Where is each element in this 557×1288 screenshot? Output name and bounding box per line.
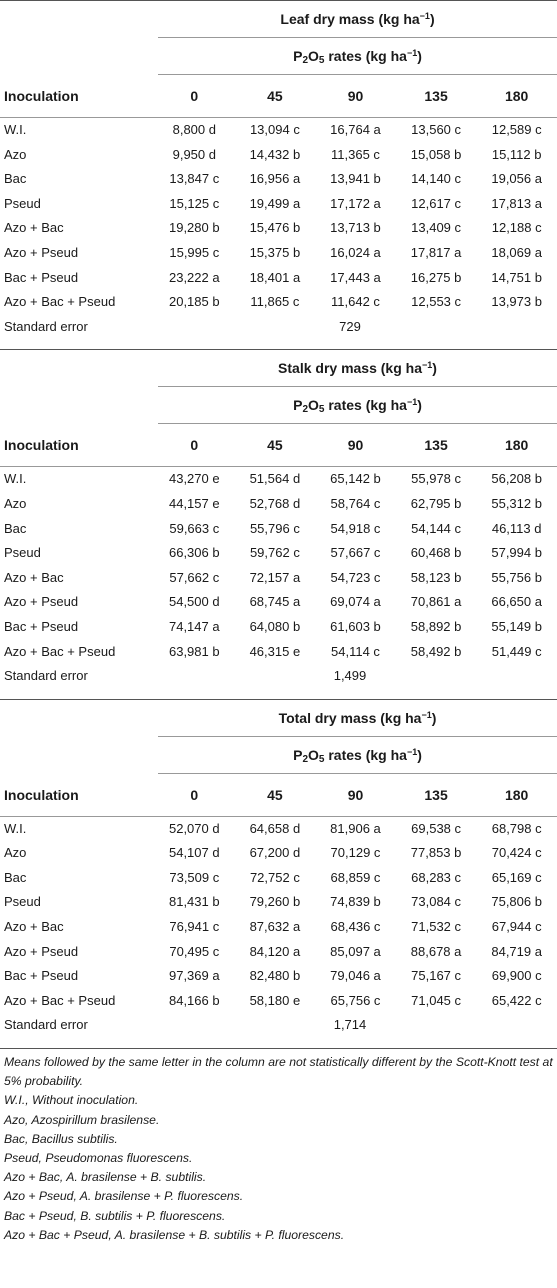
row-label: Azo + Bac: [4, 919, 64, 935]
table-row: [0, 866, 557, 891]
inoculation-header: Inoculation: [4, 88, 79, 104]
column-header: 90: [347, 786, 364, 803]
table-row: [0, 590, 557, 615]
table-cell: 18,069 a: [491, 244, 542, 260]
column-header: 180: [504, 786, 529, 803]
section-title: Stalk dry mass (kg $ha^{-1}$): [158, 350, 557, 387]
table-cell: 19,499 a: [249, 195, 301, 211]
row-label: Azo + Bac + Pseud: [4, 992, 116, 1008]
standard-error-value: 1,499: [333, 668, 367, 684]
row-label: Pseud: [4, 195, 41, 211]
row-label: Azo + Bac + Pseud: [4, 294, 116, 310]
table-cell: 19,280 b: [168, 220, 220, 236]
table-cell: 72,157 a: [249, 569, 301, 585]
column-header: 45: [267, 88, 283, 104]
table-row: [0, 167, 557, 192]
column-header: 0: [190, 88, 199, 104]
table-cell: 97,369 a: [168, 968, 220, 984]
table-cell: 54,918 c: [330, 520, 381, 536]
row-label: Bac: [4, 171, 27, 187]
row-label: Bac + Pseud: [4, 618, 79, 634]
table-cell: 12,553 c: [411, 294, 462, 310]
table-cell: 13,409 c: [411, 220, 462, 236]
table-cell: 68,283 c: [411, 869, 462, 885]
column-header: 0: [190, 786, 199, 803]
column-header: 135: [424, 88, 448, 104]
table-cell: 84,719 a: [491, 943, 542, 959]
table-cell: 23,222 a: [168, 269, 220, 285]
column-header: 180: [504, 437, 529, 454]
table-cell: 67,200 d: [249, 845, 301, 861]
row-label: Azo: [4, 146, 27, 162]
table-cell: 54,107 d: [168, 845, 220, 861]
table-cell: 55,312 b: [491, 495, 542, 511]
table-cell: 15,112 b: [491, 146, 542, 162]
section-divider: [0, 689, 557, 700]
table-cell: 17,172 a: [330, 195, 381, 211]
row-label: Bac + Pseud: [4, 968, 79, 984]
standard-error-label: Standard error: [4, 668, 88, 684]
table-cell: 55,149 b: [491, 618, 542, 634]
table-cell: 65,169 c: [491, 869, 542, 885]
table-cell: 13,973 b: [491, 294, 542, 310]
table-cell: 81,906 a: [330, 820, 381, 836]
table-cell: 12,617 c: [411, 195, 462, 211]
p2o5-rates-header: $P_2O_5$ rates (kg $ha^{-1}$): [158, 387, 557, 424]
table-cell: 15,375 b: [249, 244, 301, 260]
p2o5-rates-header: $P_2O_5$ rates (kg $ha^{-1}$): [158, 737, 557, 774]
table-cell: 88,678 a: [410, 943, 462, 959]
table-cell: 75,167 c: [411, 968, 462, 984]
column-header: 0: [190, 437, 199, 454]
table-row: [0, 517, 557, 542]
table-cell: 70,424 c: [491, 845, 542, 861]
table-cell: 69,538 c: [411, 820, 462, 836]
table-cell: 79,260 b: [249, 894, 301, 910]
row-label: Azo + Bac + Pseud: [4, 643, 116, 659]
table-cell: 65,422 c: [491, 992, 542, 1008]
table-cell: 76,941 c: [169, 919, 220, 935]
table-cell: 11,642 c: [331, 294, 380, 310]
row-label: W.I.: [4, 122, 27, 137]
table-cell: 77,853 b: [410, 845, 462, 861]
standard-error-value: 1,714: [333, 1017, 367, 1033]
table-cell: 58,123 b: [410, 569, 462, 585]
table-cell: 13,847 c: [169, 171, 220, 187]
row-label: Azo + Pseud: [4, 943, 79, 959]
table-cell: 59,663 c: [169, 520, 220, 536]
standard-error-row: [0, 664, 557, 689]
table-cell: 58,764 c: [330, 495, 381, 511]
table-body: [0, 118, 557, 315]
table-row: [0, 989, 557, 1014]
table-row: [0, 492, 557, 517]
table-cell: 44,157 e: [168, 495, 220, 511]
table-cell: 63,981 b: [168, 643, 220, 659]
table-cell: 58,492 b: [410, 643, 462, 659]
table-row: [0, 890, 557, 915]
table-cell: 85,097 a: [330, 943, 381, 959]
table-cell: 17,817 a: [410, 244, 462, 260]
column-header-row: [0, 424, 557, 467]
footnote: Bac + Pseud, B. subtilis + P. fluorescens.: [4, 1208, 226, 1223]
table-cell: 84,166 b: [168, 992, 220, 1008]
table-cell: 46,113 d: [491, 520, 542, 536]
table-row: [0, 467, 557, 492]
table-cell: 73,084 c: [411, 894, 462, 910]
table-cell: 17,813 a: [491, 195, 542, 211]
standard-error-row: [0, 1013, 557, 1038]
table-row: [0, 216, 557, 241]
column-header: 90: [347, 88, 364, 104]
table-cell: 11,365 c: [331, 146, 380, 162]
table-cell: 54,723 c: [330, 569, 381, 585]
row-label: Bac: [4, 869, 27, 885]
table-cell: 65,756 c: [330, 992, 381, 1008]
table-cell: 70,861 a: [410, 594, 462, 610]
table-cell: 82,480 b: [249, 968, 301, 984]
table-row: [0, 640, 557, 665]
column-header-row: [0, 774, 557, 817]
table-cell: 19,056 a: [491, 171, 542, 187]
table-footnotes: [0, 1049, 557, 1245]
row-label: Azo + Bac: [4, 220, 64, 236]
table-row: [0, 290, 557, 315]
footnote: Bac, Bacillus subtilis.: [4, 1131, 118, 1146]
table-cell: 65,142 b: [330, 471, 381, 487]
table-cell: 15,058 b: [410, 146, 462, 162]
table-cell: 87,632 a: [249, 919, 301, 935]
table-cell: 70,495 c: [169, 943, 220, 959]
standard-error-row: [0, 315, 557, 340]
table-cell: 60,468 b: [410, 545, 462, 561]
table-cell: 13,713 b: [330, 220, 381, 236]
table-cell: 69,900 c: [491, 968, 542, 984]
table-cell: 72,752 c: [249, 869, 300, 885]
table-cell: 71,532 c: [411, 919, 462, 935]
footnote: Azo + Bac, A. brasilense + B. subtilis.: [4, 1170, 207, 1185]
footnote: Azo, Azospirillum brasilense.: [4, 1112, 160, 1127]
row-label: Azo: [4, 845, 27, 861]
row-label: Pseud: [4, 894, 41, 910]
table-cell: 46,315 e: [249, 643, 301, 659]
row-label: Bac + Pseud: [4, 269, 79, 285]
table-cell: 15,995 c: [169, 244, 220, 260]
p2o5-rates-header: $P_2O_5$ rates (kg $ha^{-1}$): [158, 38, 557, 75]
table-cell: 57,662 c: [169, 569, 220, 585]
footnote: Azo + Pseud, A. brasilense + P. fluorescens.: [4, 1189, 244, 1204]
column-header: 135: [424, 437, 448, 454]
table-body: [0, 467, 557, 664]
table-cell: 55,756 b: [491, 569, 542, 585]
table-cell: 71,045 c: [411, 992, 462, 1008]
footnote: Azo + Bac + Pseud, A. brasilense + B. subtilis + P. fluorescens.: [4, 1227, 345, 1242]
row-label: W.I.: [4, 820, 27, 836]
column-header: 45: [267, 786, 283, 803]
table-cell: 68,436 c: [330, 919, 381, 935]
table-cell: 69,074 a: [330, 594, 381, 610]
table-cell: 54,144 c: [411, 520, 462, 536]
table-row: [0, 541, 557, 566]
row-label: Azo + Pseud: [4, 244, 79, 260]
table-cell: 75,806 b: [491, 894, 542, 910]
table-cell: 16,024 a: [330, 244, 381, 260]
table-cell: 58,180 e: [249, 992, 301, 1008]
column-header: 135: [424, 786, 448, 803]
column-header-row: [0, 75, 557, 118]
table-cell: 14,432 b: [249, 146, 301, 162]
column-header: 180: [504, 88, 529, 104]
table-cell: 56,208 b: [491, 471, 542, 487]
table-cell: 13,560 c: [411, 122, 462, 137]
table-cell: 81,431 b: [168, 894, 220, 910]
section-title: Total dry mass (kg $ha^{-1}$): [158, 700, 557, 737]
table-row: [0, 192, 557, 217]
table-cell: 15,476 b: [249, 220, 301, 236]
table-row: [0, 940, 557, 965]
stalk-dry-mass-section: [0, 350, 557, 699]
table-row: [0, 817, 557, 842]
table-cell: 13,094 c: [249, 122, 300, 137]
footnote: Pseud, Pseudomonas fluorescens.: [4, 1151, 193, 1166]
table-cell: 73,509 c: [169, 869, 220, 885]
standard-error-value: 729: [339, 318, 361, 334]
inoculation-header: Inoculation: [4, 437, 79, 454]
row-label: Azo + Bac: [4, 569, 64, 585]
table-cell: 51,449 c: [491, 643, 542, 659]
table-cell: 54,114 c: [331, 643, 380, 659]
footnote: Means followed by the same letter in the column are not statistically different by the Scott-Knott test at 5% probability.: [4, 1055, 553, 1089]
table-cell: 62,795 b: [410, 495, 462, 511]
standard-error-label: Standard error: [4, 1017, 88, 1033]
table-row: [0, 964, 557, 989]
table-cell: 55,796 c: [249, 520, 300, 536]
table-cell: 52,768 d: [249, 495, 301, 511]
table-row: [0, 241, 557, 266]
section-divider: [0, 1038, 557, 1049]
table-body: [0, 817, 557, 1014]
table-cell: 74,147 a: [168, 618, 220, 634]
table-cell: 51,564 d: [249, 471, 301, 487]
table-cell: 68,745 a: [249, 594, 301, 610]
table-cell: 18,401 a: [249, 269, 301, 285]
table-row: [0, 143, 557, 168]
table-cell: 13,941 b: [330, 171, 381, 187]
table-cell: 52,070 d: [168, 820, 220, 836]
row-label: Bac: [4, 520, 27, 536]
table-row: [0, 915, 557, 940]
table-cell: 68,798 c: [491, 820, 542, 836]
table-cell: 16,764 a: [330, 122, 381, 137]
table-cell: 61,603 b: [330, 618, 381, 634]
table-cell: 57,667 c: [330, 545, 381, 561]
table-cell: 64,658 d: [249, 820, 301, 836]
table-row: [0, 118, 557, 143]
table-row: [0, 615, 557, 640]
table-cell: 54,500 d: [168, 594, 220, 610]
standard-error-label: Standard error: [4, 318, 88, 334]
table-cell: 70,129 c: [330, 845, 381, 861]
table-cell: 14,140 c: [411, 171, 462, 187]
section-title: Leaf dry mass (kg $ha^{-1}$): [158, 1, 557, 38]
table-cell: 66,650 a: [491, 594, 542, 610]
table-cell: 9,950 d: [172, 146, 216, 162]
leaf-dry-mass-section: [0, 0, 557, 350]
table-cell: 57,994 b: [491, 545, 542, 561]
table-cell: 15,125 c: [169, 195, 220, 211]
table-cell: 67,944 c: [491, 919, 542, 935]
table-cell: 17,443 a: [330, 269, 381, 285]
row-label: Pseud: [4, 545, 41, 561]
column-header: 90: [347, 437, 364, 454]
inoculation-header: Inoculation: [4, 786, 79, 803]
table-cell: 64,080 b: [249, 618, 301, 634]
table-cell: 58,892 b: [410, 618, 462, 634]
total-dry-mass-section: [0, 700, 557, 1049]
column-header: 45: [267, 437, 283, 454]
table-cell: 11,865 c: [250, 294, 300, 310]
table-cell: 14,751 b: [491, 269, 542, 285]
table-cell: 8,800 d: [172, 122, 216, 137]
row-label: W.I.: [4, 471, 27, 487]
table-cell: 74,839 b: [330, 894, 381, 910]
table-cell: 59,762 c: [249, 545, 300, 561]
table-cell: 84,120 a: [249, 943, 301, 959]
table-row: [0, 841, 557, 866]
table-cell: 12,589 c: [491, 122, 542, 137]
table-cell: 16,956 a: [249, 171, 301, 187]
table-cell: 16,275 b: [410, 269, 462, 285]
table-row: [0, 266, 557, 291]
table-cell: 55,978 c: [411, 471, 462, 487]
row-label: Azo: [4, 495, 27, 511]
table-cell: 43,270 e: [168, 471, 220, 487]
row-label: Azo + Pseud: [4, 594, 79, 610]
table-cell: 68,859 c: [330, 869, 381, 885]
table-cell: 12,188 c: [491, 220, 542, 236]
table-row: [0, 566, 557, 591]
table-cell: 66,306 b: [168, 545, 220, 561]
table-cell: 79,046 a: [330, 968, 381, 984]
table-cell: 20,185 b: [168, 294, 220, 310]
footnote: W.I., Without inoculation.: [4, 1093, 139, 1108]
section-divider: [0, 339, 557, 350]
